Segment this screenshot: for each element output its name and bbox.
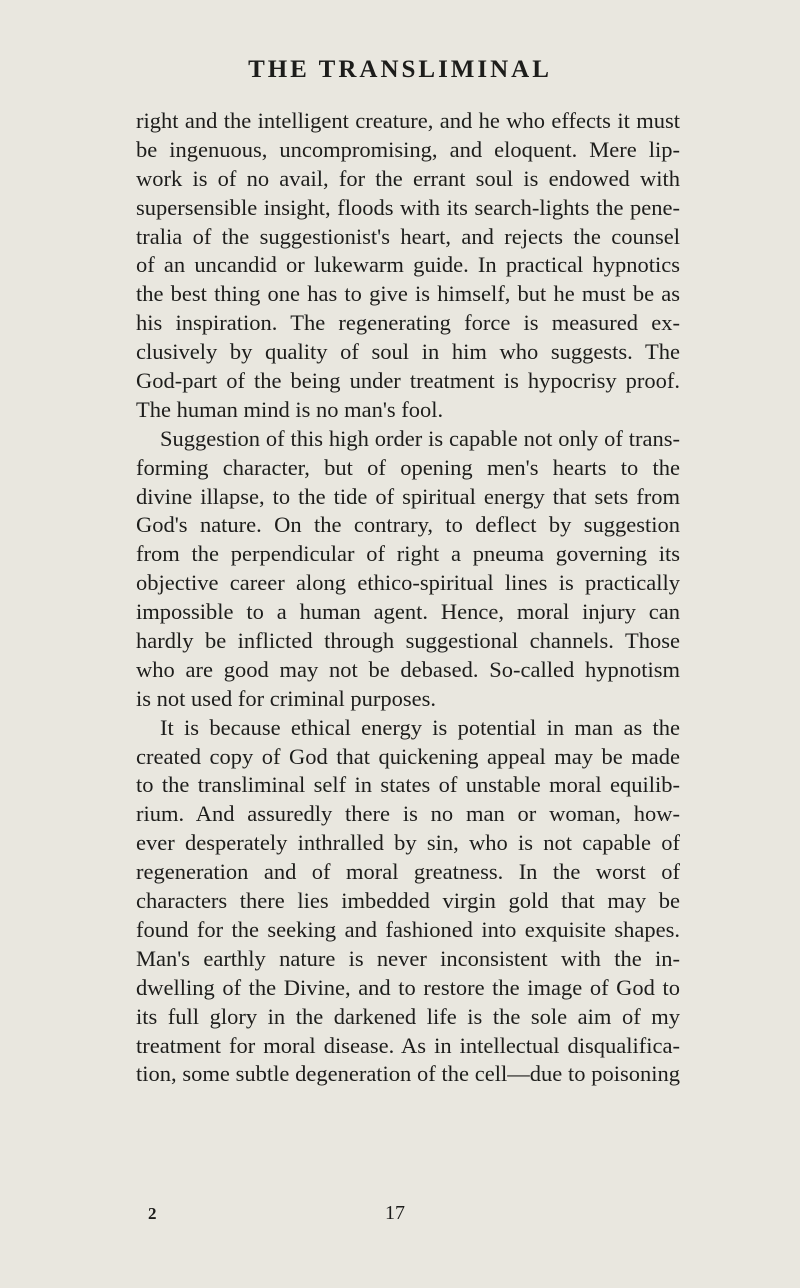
text-line: forming character, but of opening men's hearts to the [136, 454, 680, 480]
text-line: characters there lies imbedded virgin gold that may be [136, 888, 680, 914]
text-line: his inspiration. The regenerating force is measured ex- [136, 310, 680, 336]
text-line: clusively by quality of soul in him who suggests. The [136, 339, 680, 365]
text-line: of an uncandid or lukewarm guide. In practical hypnotics [136, 252, 680, 278]
text-line: from the perpendicular of right a pneuma governing its [136, 541, 680, 567]
page-number: 17 [385, 1202, 405, 1224]
text-line: tion, some subtle degeneration of the cell—due to poisoning [136, 1061, 680, 1087]
text-line: to the transliminal self in states of unstable moral equilib- [136, 772, 680, 798]
text-line: God's nature. On the contrary, to deflect by suggestion [136, 512, 680, 538]
text-line: Suggestion of this high order is capable not only of trans- [160, 425, 680, 451]
text-line: supersensible insight, floods with its search-lights the pene- [136, 194, 680, 220]
text-line: the best thing one has to give is himself, but he must be as [136, 281, 680, 307]
text-line: hardly be inflicted through suggestional channels. Those [136, 628, 680, 654]
text-line: ever desperately inthralled by sin, who is not capable of [136, 830, 680, 856]
text-line: objective career along ethico-spiritual lines is practically [136, 570, 680, 596]
text-line: be ingenuous, uncompromising, and eloquent. Mere lip- [136, 136, 680, 162]
text-line: is not used for criminal purposes. [136, 685, 436, 711]
text-line: God-part of the being under treatment is hypocrisy proof. [136, 368, 680, 394]
text-line: treatment for moral disease. As in intellectual disqualifica- [136, 1032, 680, 1058]
text-line: its full glory in the darkened life is the sole aim of my [136, 1003, 680, 1029]
text-line: The human mind is no man's fool. [136, 396, 444, 422]
text-line: work is of no avail, for the errant soul is endowed with [136, 165, 680, 191]
text-line: dwelling of the Divine, and to restore the image of God to [136, 974, 680, 1000]
text-line: Man's earthly nature is never inconsistent with the in- [136, 945, 680, 971]
body-text [136, 107, 680, 1089]
signature-mark: 2 [148, 1204, 157, 1223]
text-line: divine illapse, to the tide of spiritual energy that sets from [136, 483, 680, 509]
text-line: rium. And assuredly there is no man or woman, how- [136, 801, 680, 827]
text-line: It is because ethical energy is potential in man as the [160, 714, 680, 740]
text-line: created copy of God that quickening appeal may be made [136, 743, 680, 769]
text-line: regeneration and of moral greatness. In the worst of [136, 859, 680, 885]
text-line: found for the seeking and fashioned into exquisite shapes. [136, 916, 680, 942]
text-line: tralia of the suggestionist's heart, and rejects the counsel [136, 223, 680, 249]
text-line: who are good may not be debased. So-called hypnotism [136, 656, 680, 682]
running-head: THE TRANSLIMINAL [248, 56, 552, 83]
text-line: impossible to a human agent. Hence, moral injury can [136, 599, 680, 625]
text-line: right and the intelligent creature, and he who effects it must [136, 108, 680, 133]
